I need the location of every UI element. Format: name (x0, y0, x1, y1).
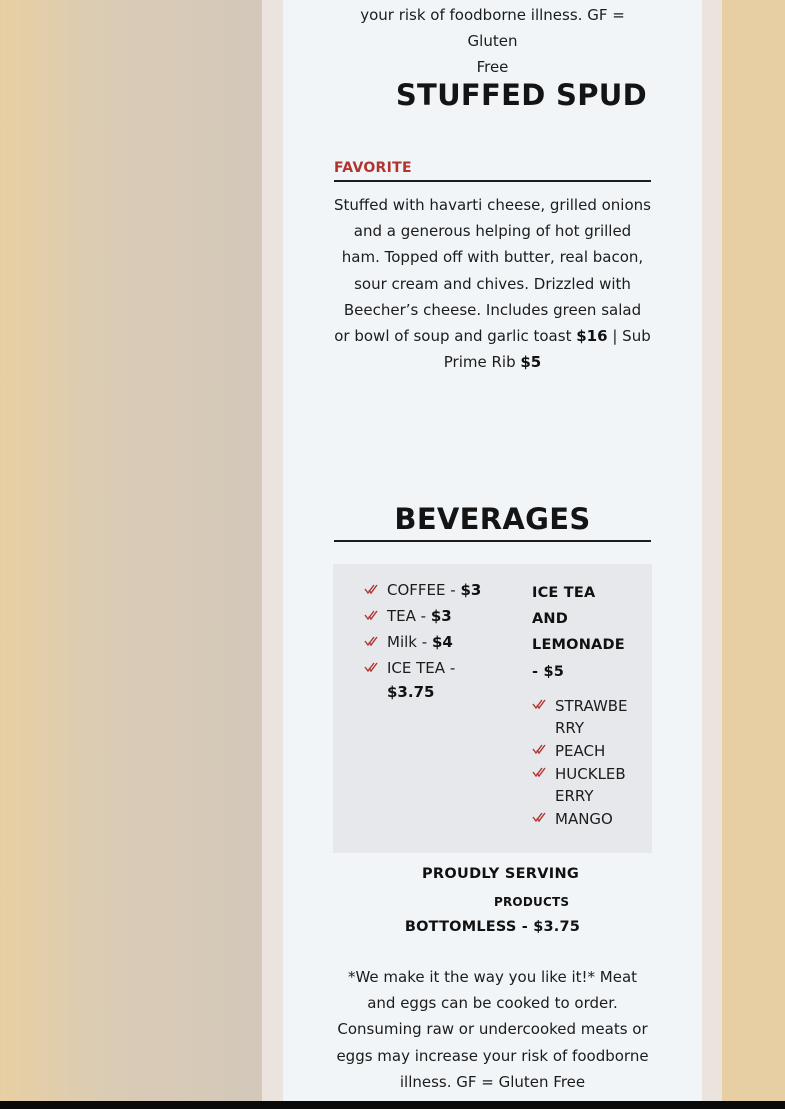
list-item: COFFEE - $3 (364, 578, 504, 604)
list-item: MANGO (532, 808, 632, 830)
double-check-icon (532, 699, 546, 711)
double-check-icon (532, 812, 546, 824)
double-check-icon (364, 610, 378, 622)
sub-prime-rib-label: Sub Prime Rib (443, 327, 651, 372)
stuffed-spud-description: Stuffed with havarti cheese, grilled onions and a generous helping of hot grilled ham. Topped off with butter, real bacon, sour cream and chives. Drizzled with Beecher’s cheese. Includes green salad or bowl of soup and garlic toast $16 | Sub Prime Rib $5 (334, 196, 651, 372)
stuffed-spud-price: $16 (576, 327, 608, 346)
lemonade-flavor-list (532, 695, 632, 831)
favorite-label: FAVORITE (334, 160, 651, 182)
disclaimer-top: your risk of foodborne illness. GF = Gluten Free (360, 6, 625, 77)
list-item: ICE TEA - $3.75 (364, 656, 504, 682)
proudly-serving-label: PROUDLY SERVING (422, 866, 580, 882)
products-label: PRODUCTS (494, 895, 570, 909)
stuffed-spud-title: STUFFED SPUD (395, 78, 647, 112)
ice-tea-lemonade-heading: ICE TEA AND LEMONADE - $5 (532, 585, 625, 680)
list-item: PEACH (532, 740, 632, 762)
double-check-icon (532, 767, 546, 779)
double-check-icon (364, 636, 378, 648)
disclaimer-bottom: *We make it the way you like it!* Meat and eggs can be cooked to order. Consuming raw or undercooked meats or eggs may increase your risk of foodborne illness. GF = Gluten Free (336, 968, 649, 1091)
double-check-icon (364, 584, 378, 596)
list-item: HUCKLEBERRY (532, 763, 632, 807)
double-check-icon (364, 662, 378, 674)
page-background-right (722, 0, 785, 1101)
bottom-bar (0, 1101, 785, 1109)
beverage-list (364, 578, 504, 701)
list-item: TEA - $3 (364, 604, 504, 630)
list-item: Milk - $4 (364, 630, 504, 656)
sub-prime-rib-price: $5 (520, 353, 542, 372)
beverages-title: BEVERAGES (334, 502, 651, 542)
bottomless-price: BOTTOMLESS - $3.75 (404, 919, 581, 935)
double-check-icon (532, 744, 546, 756)
list-item: STRAWBERRY (532, 695, 632, 739)
